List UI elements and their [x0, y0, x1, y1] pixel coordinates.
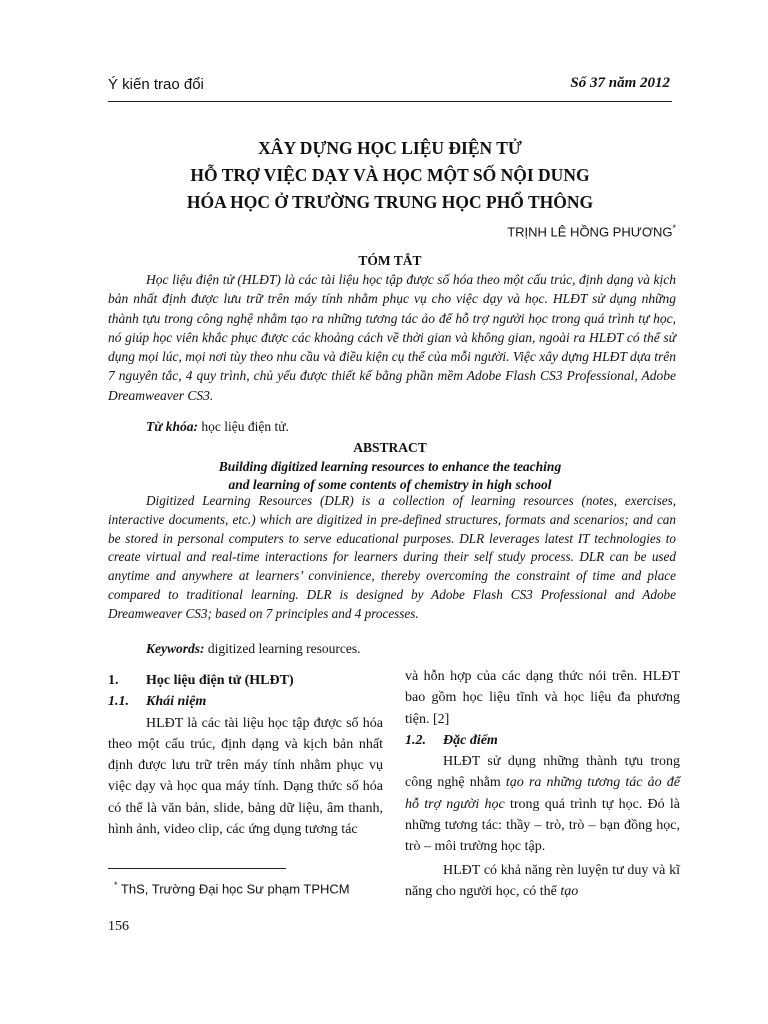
- article-title: [108, 135, 672, 216]
- en-abstract-heading: ABSTRACT: [353, 440, 427, 455]
- emphasis-run: tạo: [560, 883, 579, 899]
- vn-keywords-value: học liệu điện tử.: [201, 419, 289, 434]
- section-heading: [108, 670, 383, 691]
- running-header-issue: Số 37 năm 2012: [570, 75, 670, 91]
- author: [507, 223, 676, 239]
- body-paragraph: HLĐT là các tài liệu học tập được số hóa theo một cấu trúc, định dạng và kịch bản nhất định được lưu trữ trên máy tính nhằm phục vụ việc dạy và học qua máy tính. Dạng thức số hóa có thể là văn bản, slide, bảng dữ liệu, âm thanh, hình ảnh, video clip, các ứng dụng tương tác: [108, 715, 383, 838]
- text-run: HLĐT có khả năng rèn luyện tư duy và kĩ năng cho người học, có thể: [405, 862, 680, 899]
- vn-abstract-heading: TÓM TẮT: [358, 253, 422, 268]
- page-number: 156: [108, 919, 129, 934]
- vn-keywords-label: Từ khóa:: [146, 419, 198, 434]
- section-title: Học liệu điện tử (HLĐT): [146, 673, 294, 688]
- subsection-heading: [405, 730, 680, 751]
- en-abstract-subtitle: [108, 458, 672, 494]
- subsection-number: 1.2.: [405, 732, 426, 748]
- subsection-heading: [108, 691, 383, 712]
- header-rule: [108, 101, 672, 102]
- en-keywords-value: digitized learning resources.: [207, 641, 361, 656]
- running-header-section: Ý kiến trao đổi: [108, 76, 204, 93]
- subsection-title: Khái niệm: [146, 694, 207, 710]
- body-paragraph: [405, 751, 680, 857]
- text-run: HLĐT sử dụng những thành tựu trong công nghệ nhằm: [405, 754, 680, 791]
- right-column: [405, 666, 680, 902]
- en-subtitle-line: Building digitized learning resources to enhance the teaching: [218, 459, 562, 474]
- author-footnote-mark: *: [672, 223, 676, 233]
- footnote-mark: *: [114, 880, 118, 890]
- vn-keywords: [146, 419, 289, 435]
- body-paragraph-continued: và hỗn hợp của các dạng thức nói trên. HLĐT bao gồm học liệu tĩnh và học liệu đa phương tiện. [2]: [405, 669, 680, 727]
- en-subtitle-line: and learning of some contents of chemistry in high school: [228, 477, 552, 492]
- subsection-title: Đặc điểm: [443, 732, 498, 748]
- body-paragraph: [405, 860, 680, 903]
- section-number: 1.: [108, 673, 119, 688]
- en-keywords-label: Keywords:: [146, 641, 205, 656]
- author-name: TRỊNH LÊ HỒNG PHƯƠNG: [507, 224, 673, 240]
- en-keywords: [146, 641, 360, 657]
- title-line: XÂY DỰNG HỌC LIỆU ĐIỆN TỬ: [258, 138, 522, 158]
- title-line: HỖ TRỢ VIỆC DẠY VÀ HỌC MỘT SỐ NỘI DUNG: [190, 165, 590, 185]
- vn-abstract-text: Học liệu điện tử (HLĐT) là các tài liệu học tập được số hóa theo một cấu trúc, định dạng và kịch bản nhất định được lưu trữ trên máy tính nhằm phục vụ cho việc dạy và học. HLĐT sử dụng những thành tựu trong công nghệ nhằm tạo ra những tương tác ảo để hỗ trợ người học trong quá trình tự học, nó giúp học viên khắc phục được các khoảng cách về thời gian và không gian, ngoài ra HLĐT có thể sử dụng mọi lúc, mọi nơi tùy theo nhu cầu và điều kiện cụ thể của mỗi người. Việc xây dựng HLĐT dựa trên 7 nguyên tắc, 4 quy trình, chủ yếu được thiết kế bằng phần mềm Adobe Flash CS3 Professional, Adobe Dreamweaver CS3.: [108, 272, 676, 403]
- subsection-number: 1.1.: [108, 694, 129, 710]
- left-column: [108, 670, 383, 840]
- emphasis-run: tạo ra những tương tác ảo để hỗ trợ người học: [405, 775, 680, 812]
- text-run: trong quá trình tự học. Đó là những tương tác: thầy – trò, trò – bạn đồng học, trò – môi trường học tập.: [405, 796, 680, 855]
- en-abstract-text: Digitized Learning Resources (DLR) is a collection of learning resources (notes, exercises, interactive documents, etc.) which are digitized in pre-defined structures, formats and scenarios; and can be stored in personal computers to serve educational purposes. DLR leverages latest IT technologies to create virtual and real-time interactions for learners during their self study process. DLR can be used anytime and anywhere at learners’ convinience, thereby overcoming the constraint of time and place compared to traditional learning. DLR is designed by Adobe Flash CS3 Professional and Adobe Dreamweaver CS3; based on 7 principles and 4 processes.: [108, 493, 676, 621]
- footnote-text: ThS, Trường Đại học Sư phạm TPHCM: [120, 881, 350, 897]
- title-line: HÓA HỌC Ở TRƯỜNG TRUNG HỌC PHỔ THÔNG: [186, 192, 594, 212]
- footnote: [114, 880, 350, 896]
- footnote-rule: [108, 868, 286, 869]
